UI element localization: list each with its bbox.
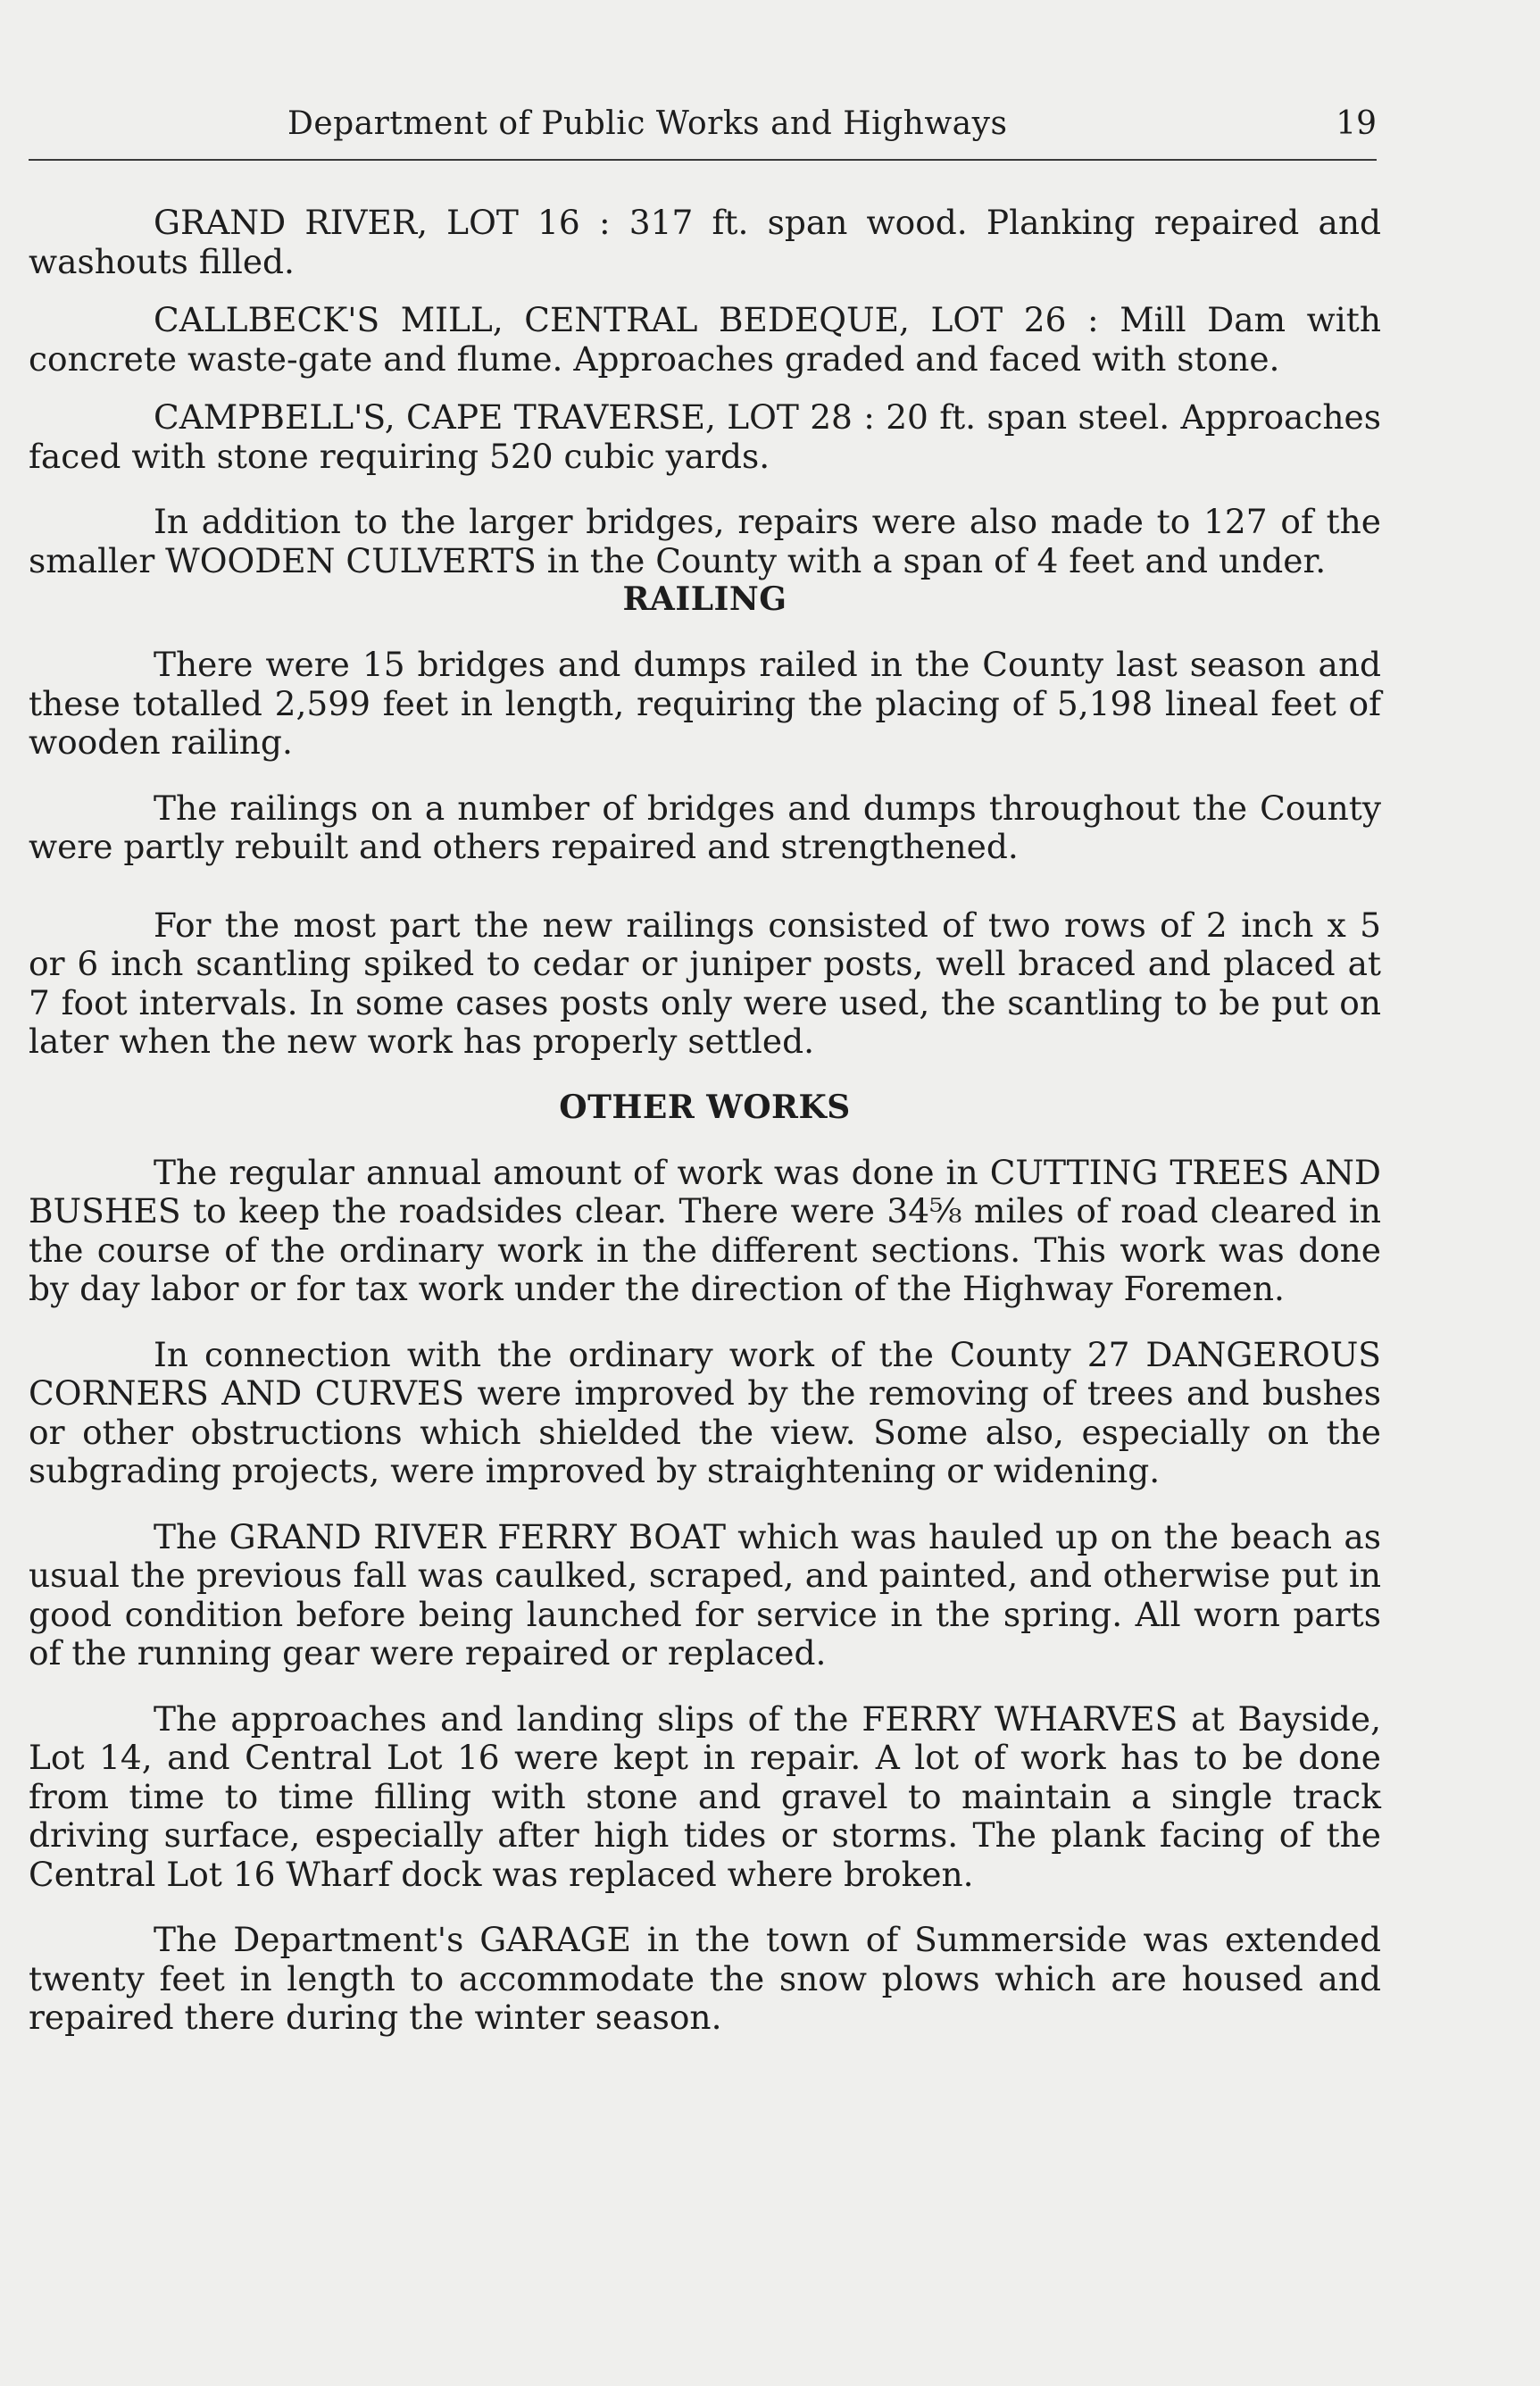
paragraph-railing-count: There were 15 bridges and dumps railed in the County last season and these totalled 2,599 feet in length, requiring the placing of 5,198 lineal feet of wooden railing. <box>29 645 1381 762</box>
page-number: 19 <box>1336 105 1377 142</box>
running-header <box>29 105 1377 152</box>
paragraph-dangerous-corners: In connection with the ordinary work of the County 27 DANGEROUS CORNERS AND CURVES were improved by the removing of trees and bushes or other obstructions which shielded the view. Some also, especially on the subgrading projects, were improved by straightening or widening. <box>29 1334 1381 1490</box>
heading-railing: RAILING <box>622 580 787 618</box>
paragraph-railing-construction: For the most part the new railings consisted of two rows of 2 inch x 5 or 6 inch scantling spiked to cedar or juniper posts, well braced and placed at 7 foot intervals. In some cases posts only were used, the scantling to be put on later when the new work has properly settled. <box>29 905 1381 1061</box>
paragraph-garage: The Department's GARAGE in the town of Summerside was extended twenty feet in length to accommodate the snow plows which are housed and repaired there during the winter season. <box>29 1920 1381 2037</box>
paragraph-ferry-wharves: The approaches and landing slips of the FERRY WHARVES at Bayside, Lot 14, and Central Lot 16 were kept in repair. A lot of work has to be done from time to time filling with stone and gravel to maintain a single track driving surface, especially after high tides or storms. The plank facing of the Central Lot 16 Wharf dock was replaced where broken. <box>29 1698 1381 1894</box>
paragraph-cutting-trees: The regular annual amount of work was done in CUTTING TREES AND BUSHES to keep the roadsides clear. There were 34⅝ miles of road cleared in the course of the ordinary work in the different sections. This work was done by day labor or for tax work under the direction of the Highway Foremen. <box>29 1152 1381 1308</box>
body-text <box>29 204 1381 2038</box>
paragraph-callbecks-mill: CALLBECK'S MILL, CENTRAL BEDEQUE, LOT 26 : Mill Dam with concrete waste-gate and flume. Approaches graded and faced with stone. <box>29 300 1381 379</box>
paragraph-campbells: CAMPBELL'S, CAPE TRAVERSE, LOT 28 : 20 ft. span steel. Approaches faced with stone requiring 520 cubic yards. <box>29 397 1381 476</box>
header-rule <box>29 159 1377 161</box>
paragraph-wooden-culverts: In addition to the larger bridges, repairs were also made to 127 of the smaller WOODEN CULVERTS in the County with a span of 4 feet and under. <box>29 502 1381 580</box>
paragraph-railing-rebuilt: The railings on a number of bridges and dumps throughout the County were partly rebuilt and others repaired and strengthened. <box>29 788 1381 866</box>
header-title: Department of Public Works and Highways <box>287 105 1008 142</box>
paragraph-ferry-boat: The GRAND RIVER FERRY BOAT which was hauled up on the beach as usual the previous fall was caulked, scraped, and painted, and otherwise put in good condition before being launched for service in the spring. All worn parts of the running gear were repaired or replaced. <box>29 1516 1381 1673</box>
heading-other-works: OTHER WORKS <box>559 1088 851 1126</box>
paragraph-grand-river: GRAND RIVER, LOT 16 : 317 ft. span wood. Planking repaired and washouts filled. <box>29 203 1381 281</box>
